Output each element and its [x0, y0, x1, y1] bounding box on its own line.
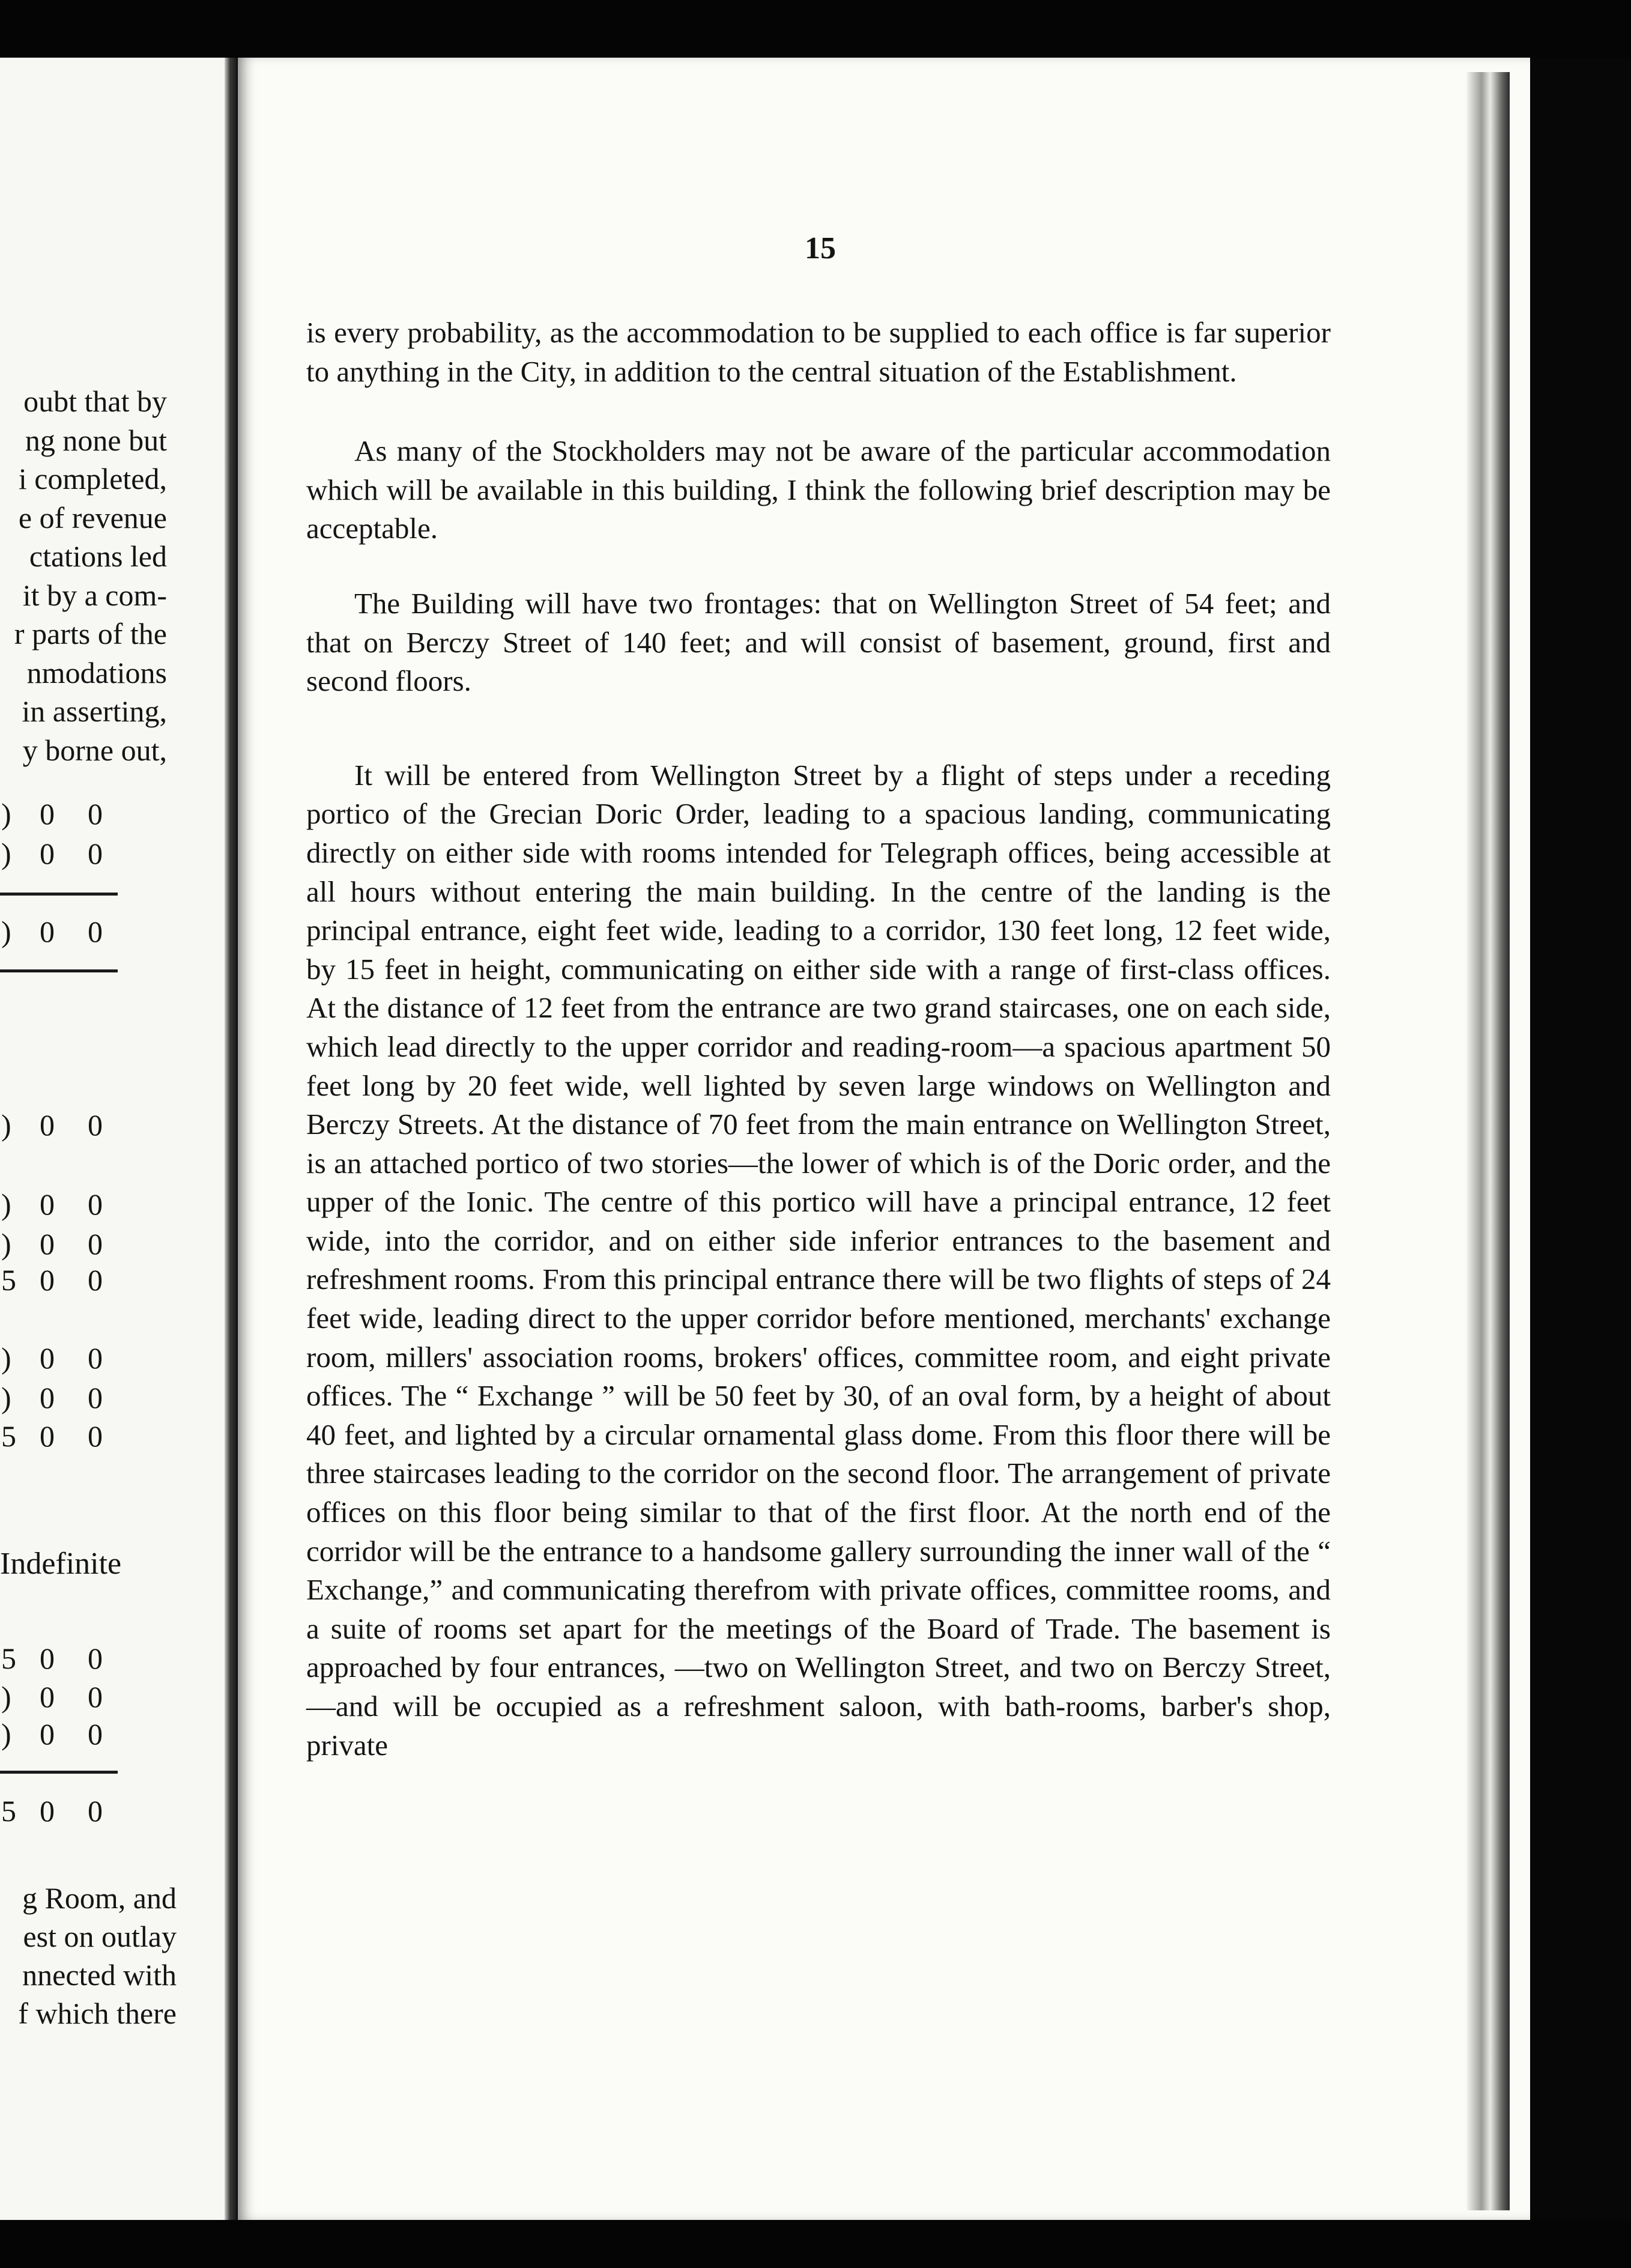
- sum-rule: [0, 893, 118, 896]
- figure-row: 5 0 0: [1, 1794, 103, 1828]
- figure-row: ) 0 0: [1, 1680, 103, 1714]
- book-gutter: [225, 58, 237, 2220]
- paragraph: As many of the Stockholders may not be aware of the particular accommodation which will be available in this building, I think the following brief description may be acceptable.: [306, 434, 1331, 545]
- left-line: ctations led: [29, 539, 167, 573]
- sum-rule: [0, 969, 118, 972]
- scan-border-top: [0, 0, 1631, 58]
- figure-row: ) 0 0: [1, 1108, 103, 1142]
- left-line: nmodations: [26, 655, 167, 690]
- paragraph: It will be entered from Wellington Street by a flight of steps under a receding portico of the Grecian Doric Order, leading to a spacious landing, communicating directly on either side with rooms intended for Telegraph offices, being accessible at all hours without entering the main building. In the centre of the landing is the principal entrance, eight feet wide, leading to a corridor, 130 feet long, 12 feet wide, by 15 feet in height, communicating on either side with a range of first-class offices. At the distance of 12 feet from the entrance are two grand staircases, one on each side, which lead directly to the upper corridor and reading-room—a spacious apartment 50 feet long by 20 feet wide, well lighted by seven large windows on Wellington and Berczy Streets. At the distance of 70 feet from the main entrance on Wellington Street, is an attached portico of two stories—the lower of which is of the Doric order, and the upper of the Ionic. The centre of this portico will have a principal entrance, 12 feet wide, into the corridor, and on either side inferior entrances to the basement and refreshment rooms. From this principal entrance there will be two flights of steps of 24 feet wide, leading direct to the upper corridor before mentioned, merchants' exchange room, millers' association rooms, brokers' offices, committee room, and eight private offices. The “ Exchange ” will be 50 feet by 30, of an oval form, by a height of about 40 feet, and lighted by a circular ornamental glass dome. From this floor there will be three staircases leading to the corridor on the second floor. The arrangement of private offices on this floor being similar to that of the first floor. At the north end of the corridor will be the entrance to a handsome gallery surrounding the inner wall of the “ Exchange,” and communicating therefrom with private offices, committee rooms, and a suite of rooms set apart for the meetings of the Board of Trade. The basement is approached by four entrances, —two on Wellington Street, and two on Berczy Street,—and will be occupied as a refreshment saloon, with bath-rooms, barber's shop, private: [306, 758, 1331, 1762]
- page-edge: [1466, 72, 1510, 2210]
- left-line: r parts of the: [14, 617, 167, 650]
- figure-row: ) 0 0: [1, 915, 103, 948]
- figure-row: ) 0 0: [1, 1381, 103, 1414]
- figure-row: ) 0 0: [1, 1341, 103, 1375]
- left-line: e of revenue: [18, 500, 167, 535]
- paragraph: is every probability, as the accommodation to be supplied to each office is far superior to anything in the City, in addition to the central situation of the Establishment.: [306, 316, 1331, 388]
- left-facing-page: [0, 58, 231, 2220]
- left-line: it by a com-: [22, 578, 167, 612]
- left-line: y borne out,: [22, 733, 167, 767]
- left-line: g Room, and: [22, 1881, 177, 1915]
- figure-row: 5 0 0: [1, 1419, 103, 1453]
- indefinite-label: Indefinite: [0, 1547, 122, 1581]
- figure-row: 5 0 0: [1, 1642, 103, 1675]
- left-line: nnected with: [22, 1958, 177, 1992]
- figure-row: ) 0 0: [1, 837, 103, 870]
- figure-row: ) 0 0: [1, 1187, 103, 1221]
- sum-rule: [0, 1771, 118, 1774]
- page-body-text: [306, 314, 1331, 1765]
- left-line: in asserting,: [22, 694, 167, 728]
- figure-row: 5 0 0: [1, 1263, 103, 1297]
- left-line: ng none but: [25, 423, 167, 457]
- page-number: 15: [805, 231, 836, 265]
- left-line: est on outlay: [23, 1920, 177, 1953]
- figure-row: ) 0 0: [1, 1227, 103, 1261]
- figure-row: ) 0 0: [1, 1717, 103, 1751]
- left-line: i completed,: [18, 462, 167, 496]
- left-line: f which there: [18, 1997, 177, 2030]
- scan-border-right: [1530, 58, 1631, 2268]
- left-page-text: [0, 382, 167, 769]
- paragraph: The Building will have two frontages: that on Wellington Street of 54 feet; and that on Berczy Street of 140 feet; and will consist of basement, ground, first and second floors.: [306, 586, 1331, 698]
- figure-row: ) 0 0: [1, 797, 103, 831]
- scan-border-bottom: [0, 2220, 1631, 2268]
- left-page-bottom-text: [0, 1879, 177, 2033]
- left-line: oubt that by: [23, 384, 167, 418]
